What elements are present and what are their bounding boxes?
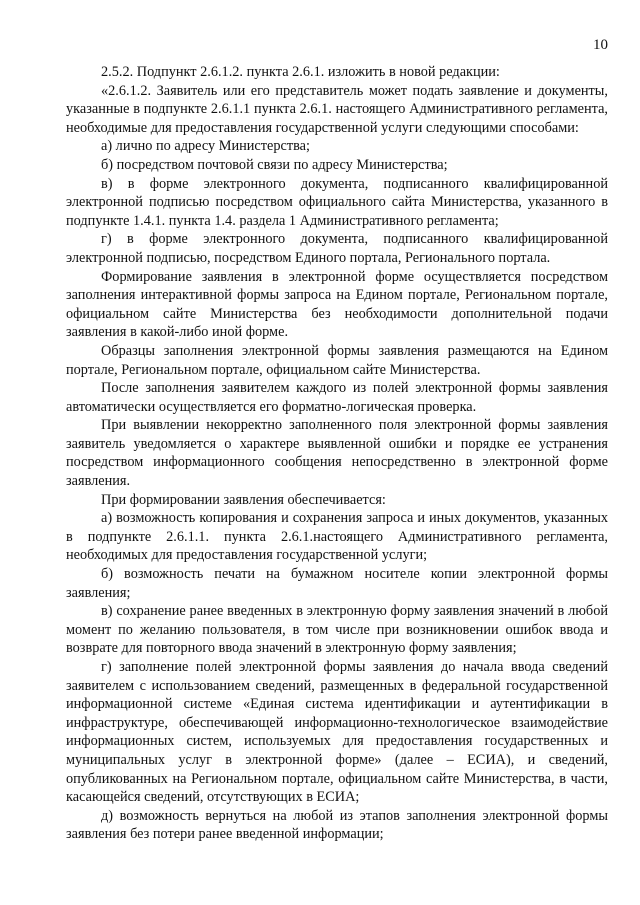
paragraph-error-notice: При выявлении некорректно заполненного поля электронной формы заявления заявитель уведомляется о характере выявленной ошибки и порядке ее устранения посредством информационного сообщения непосредственно в электронной форме заявления. <box>66 417 608 490</box>
list-item-b-post: б) посредством почтовой связи по адресу Министерства; <box>101 156 448 173</box>
list-item-b-print: б) возможность печати на бумажном носителе копии электронной формы заявления; <box>66 566 608 601</box>
paragraph-form-samples: Образцы заполнения электронной формы заявления размещаются на Едином портале, Региональном портале, официальном сайте Министерства. <box>66 342 608 378</box>
paragraph-2-6-1-2: «2.6.1.2. Заявитель или его представитель может подать заявление и документы, указанные в подпункте 2.6.1.1 пункта 2.6.1. настоящего Административного регламента, необходимые для предоставления государственной услуги следующими способами: <box>66 82 608 136</box>
paragraph-format-check: После заполнения заявителем каждого из полей электронной формы заявления автоматически осуществляется его форматно-логическая проверка. <box>66 380 608 415</box>
paragraph-electronic-form: Формирование заявления в электронной форме осуществляется посредством заполнения интерактивной формы запроса на Едином портале, Региональном портале, официальном сайте Министерства без необходимости дополнительной подачи заявления в какой-либо иной форме. <box>66 268 608 341</box>
list-item-v-official-site: в) в форме электронного документа, подписанного квалифицированной электронной подписью посредством официального сайта Министерства, указанного в подпункте 1.4.1. пункта 1.4. раздела 1 Административного регламента; <box>66 175 608 229</box>
list-item-g-portal: г) в форме электронного документа, подписанного квалифицированной электронной подписью, посредством Единого портала, Регионального портала. <box>66 231 608 266</box>
page-number: 10 <box>593 37 608 53</box>
paragraph-provided-features: При формировании заявления обеспечивается: <box>101 491 386 508</box>
list-item-a-in-person: а) лично по адресу Министерства; <box>101 138 310 155</box>
document-body <box>66 63 608 844</box>
list-item-g-prefill-esia: г) заполнение полей электронной формы заявления до начала ввода сведений заявителем с использованием сведений, размещенных в федеральной государственной информационной системе «Единая система идентификации и аутентификации в инфраструктуре, обеспечивающей информационно-технологическое взаимодействие информационных систем, используемых для предоставления государственных и муниципальных услуг в электронной форме» (далее – ЕСИА), и сведений, опубликованных на Региональном портале, официальном сайте Министерства, в части, касающейся сведений, отсутствующих в ЕСИА; <box>66 659 608 806</box>
list-item-d-return-step: д) возможность вернуться на любой из этапов заполнения электронной формы заявления без потери ранее введенной информации; <box>66 807 608 843</box>
list-item-a-copy: а) возможность копирования и сохранения запроса и иных документов, указанных в подпункте 2.6.1.1. пункта 2.6.1.настоящего Административного регламента, необходимых для предоставления государственной услуги; <box>66 510 608 564</box>
paragraph-intro: 2.5.2. Подпункт 2.6.1.2. пункта 2.6.1. изложить в новой редакции: <box>101 64 500 80</box>
list-item-v-save-values: в) сохранение ранее введенных в электронную форму заявления значений в любой момент по желанию пользователя, в том числе при возникновении ошибок ввода и возврате для повторного ввода значений в электронную форму заявления; <box>66 603 608 657</box>
